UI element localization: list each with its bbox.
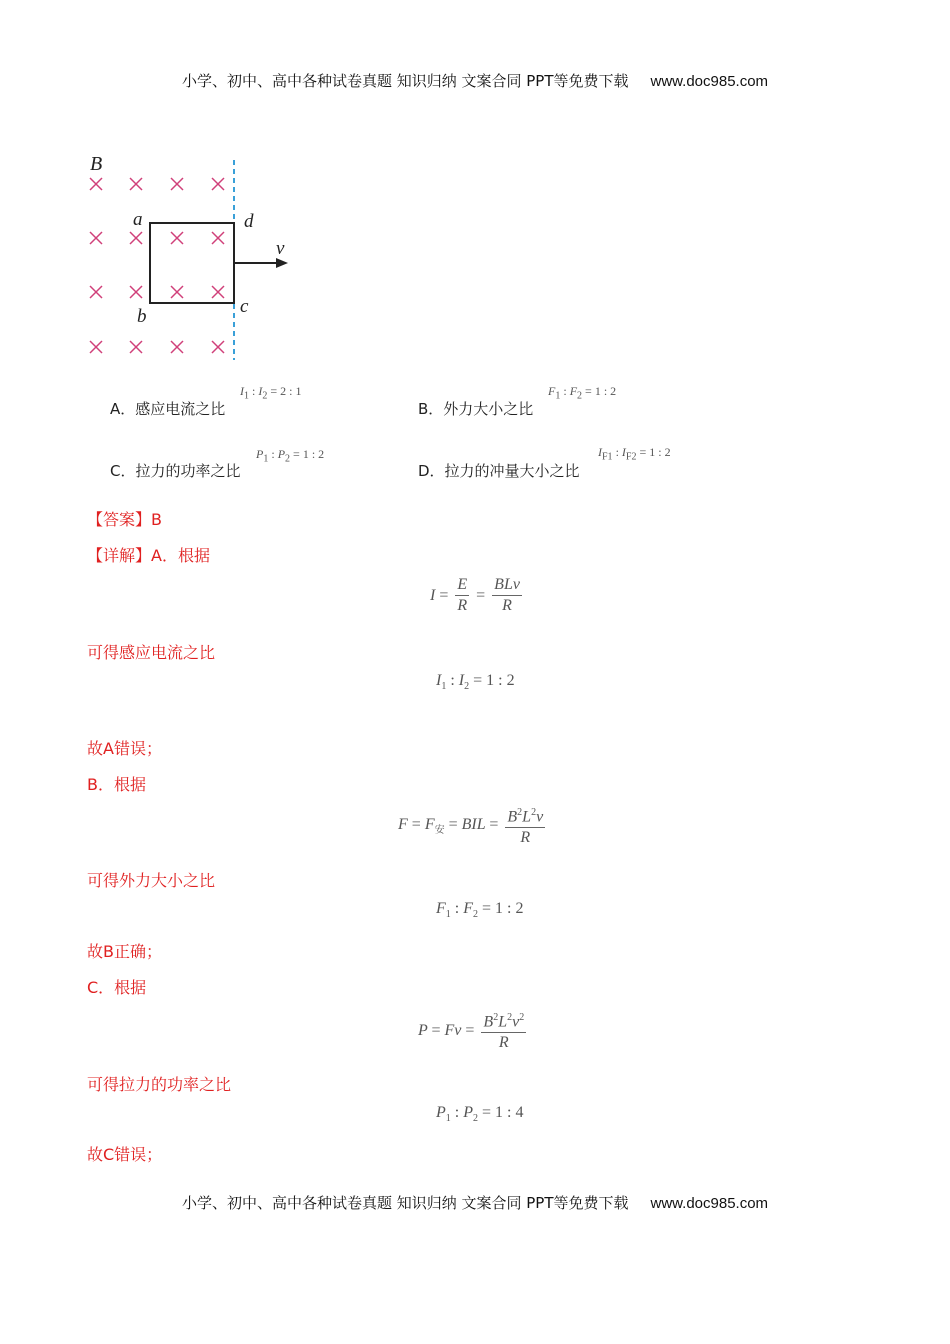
field-cross-icon [90,178,102,190]
field-cross-icon [130,286,142,298]
velocity-label: v [276,238,285,259]
corner-d-label: d [244,211,254,232]
corner-a-label: a [133,209,143,230]
field-cross-icon [171,232,183,244]
a-conclusion: 故A错误； [87,739,162,758]
velocity-arrowhead [276,258,288,268]
a-result: 可得感应电流之比 [87,643,216,662]
option-b-label: B．外力大小之比 [418,400,534,418]
option-b[interactable] [418,398,533,419]
field-cross-icon [212,286,224,298]
field-cross-icon [130,232,142,244]
ratio-power: $P_1$ : $P_2 = 1$ : 4 [436,1104,524,1125]
option-b-ratio: $F_1$ : $F_2 = 1$ : 2 [548,384,617,402]
option-d-ratio: $I_{F1}$ : $I_{F2} = 1$ : 2 [598,445,671,463]
corner-c-label: c [240,296,249,317]
c-lead: C．根据 [87,978,147,997]
formula-force: $F = F_安$ = BIL = $\frac{B^2L^2v}{R}$ [398,803,548,848]
detail-lead: 【详解】A．根据 [87,546,210,565]
footer-site: www.doc985.com [650,1195,769,1212]
b-result: 可得外力大小之比 [87,871,216,890]
option-a-label: A．感应电流之比 [110,400,226,418]
field-crosses [90,178,224,353]
ratio-current: $I_1$ : $I_2 = 1$ : 2 [436,672,515,693]
b-conclusion: 故B正确； [87,942,162,961]
field-cross-icon [130,341,142,353]
field-cross-icon [171,178,183,190]
field-cross-icon [171,286,183,298]
option-d[interactable] [418,460,580,481]
option-a[interactable] [110,398,225,419]
ratio-force: $F_1$ : $F_2 = 1$ : 2 [436,900,524,921]
option-c[interactable] [110,460,240,481]
option-c-ratio: $P_1$ : $P_2 = 1$ : 2 [256,447,325,465]
option-d-label: D．拉力的冲量大小之比 [418,462,580,480]
magnetic-field-figure [80,150,310,365]
field-cross-icon [90,286,102,298]
c-result: 可得拉力的功率之比 [87,1075,232,1094]
field-cross-icon [212,178,224,190]
corner-b-label: b [137,306,147,327]
page-header [0,70,950,91]
header-site: www.doc985.com [650,73,769,90]
b-lead: B．根据 [87,775,146,794]
field-cross-icon [171,341,183,353]
field-label: B [90,153,103,175]
field-cross-icon [90,232,102,244]
option-a-ratio: $I_1$ : $I_2 = 2$ : 1 [240,384,302,402]
formula-power: P = Fv = $\frac{B^2L^2v^2}{R}$ [418,1008,529,1053]
field-cross-icon [130,178,142,190]
footer-text: 小学、初中、高中各种试卷真题 知识归纳 文案合同 PPT等免费下载 [181,1194,629,1212]
field-cross-icon [90,341,102,353]
c-conclusion: 故C错误； [87,1145,163,1164]
field-cross-icon [212,341,224,353]
header-text: 小学、初中、高中各种试卷真题 知识归纳 文案合同 PPT等免费下载 [181,72,629,90]
page-footer [0,1192,950,1213]
formula-current: I = $\frac{E}{R}$ = $\frac{\text{BLv}}{R}$ [430,576,520,614]
field-cross-icon [212,232,224,244]
answer-line: 【答案】B [87,510,162,529]
option-c-label: C．拉力的功率之比 [110,462,241,480]
